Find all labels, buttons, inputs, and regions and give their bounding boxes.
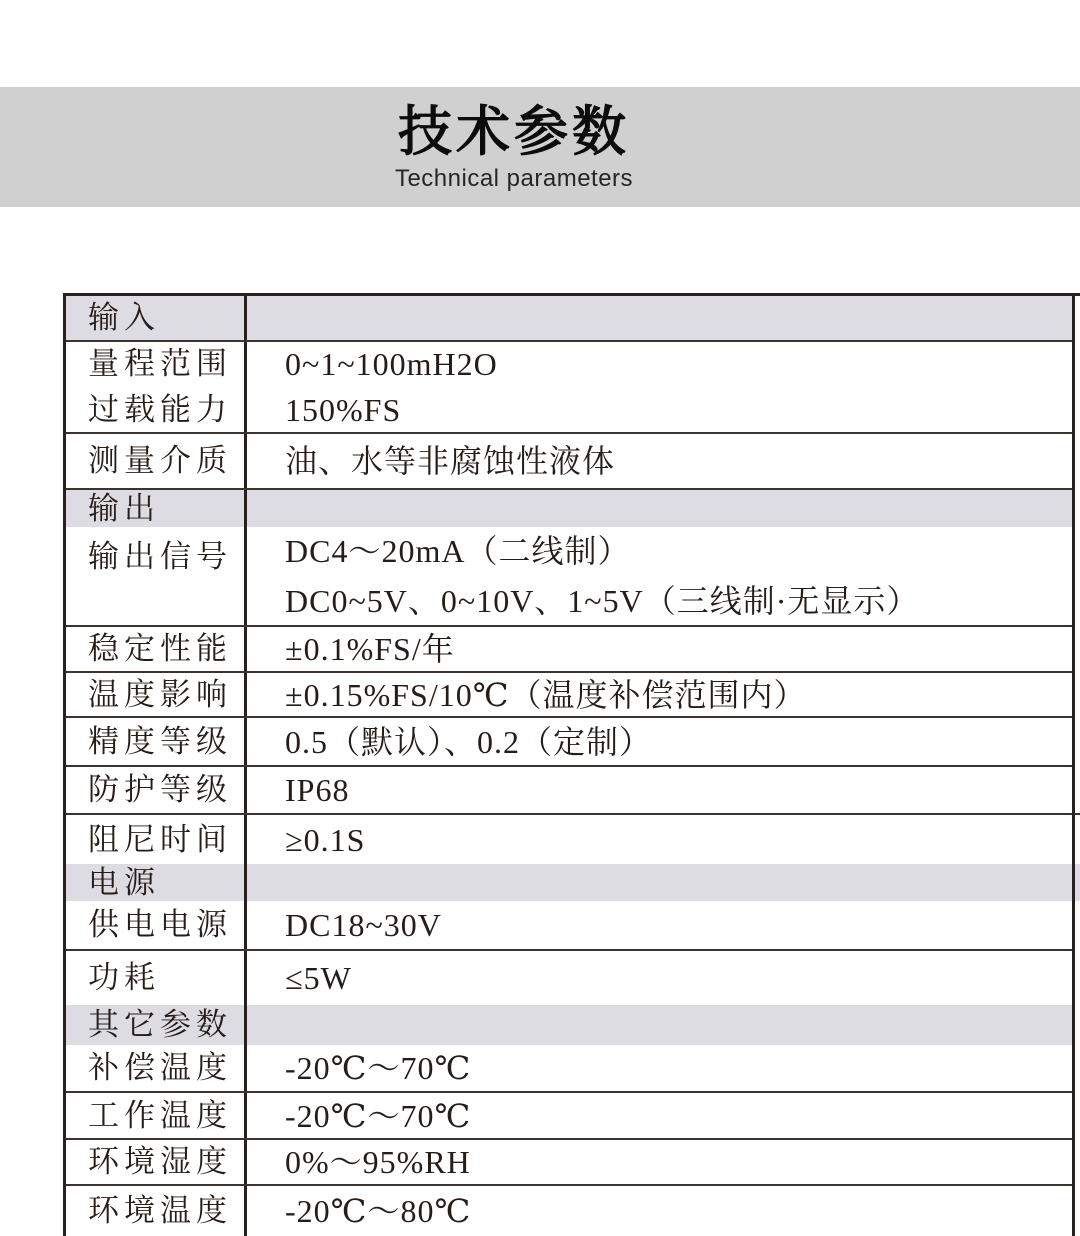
row-label-text: 输入	[88, 300, 160, 335]
row-value	[247, 673, 1072, 716]
row-label	[66, 627, 247, 671]
row-label	[66, 1093, 247, 1138]
row-value-text: 0.5（默认）、0.2（定制）	[285, 723, 653, 760]
row-label	[66, 673, 247, 716]
table-row-section-power	[66, 864, 1072, 901]
table-row-damping	[66, 815, 1072, 864]
table-row-range-overload	[66, 342, 1072, 434]
row-value-text: ≤5W	[285, 960, 352, 996]
row-value-line1: DC4～20mA（二线制）	[285, 533, 631, 569]
row-label	[66, 951, 247, 1005]
row-label	[66, 434, 247, 488]
row-value	[247, 1093, 1072, 1138]
row-label-text: 输出信号	[88, 539, 232, 574]
row-value	[247, 627, 1072, 671]
row-label-text: 供电电源	[88, 907, 232, 942]
row-label	[66, 767, 247, 813]
row-value	[247, 1186, 1072, 1236]
row-value	[247, 1045, 1072, 1091]
row-value	[247, 864, 1072, 901]
row-label-text: 电源	[88, 864, 160, 900]
table-row-consumption	[66, 951, 1072, 1005]
row-label-text: 其它参数	[88, 1007, 232, 1042]
row-label-text: 精度等级	[88, 723, 232, 759]
row-label	[66, 1140, 247, 1184]
row-value-text: 0%～95%RH	[285, 1144, 471, 1180]
row-label-text: 防护等级	[88, 772, 232, 807]
row-label	[66, 296, 247, 340]
row-value-line2: DC0~5V、0~10V、1~5V（三线制·无显示）	[285, 583, 920, 619]
row-label-line1: 量程范围	[88, 346, 232, 381]
row-value-text: ±0.15%FS/10℃（温度补偿范围内）	[285, 676, 807, 713]
table-row-output-signal	[66, 527, 1072, 627]
row-label-text: 补偿温度	[88, 1050, 232, 1085]
row-value	[247, 767, 1072, 813]
table-row-working-temp	[66, 1093, 1072, 1140]
row-label-line2: 过载能力	[88, 392, 232, 427]
row-label-text: 温度影响	[88, 676, 232, 712]
row-label	[66, 1045, 247, 1091]
row-value	[247, 527, 1072, 625]
table-row-compensation-temp	[66, 1045, 1072, 1093]
row-value-text: 油、水等非腐蚀性液体	[285, 443, 616, 479]
row-label-text: 环境温度	[88, 1193, 232, 1228]
row-value-text: ≥0.1S	[285, 821, 366, 858]
row-value-text: -20℃～80℃	[285, 1193, 472, 1229]
row-value	[247, 1140, 1072, 1184]
row-label-text: 环境湿度	[88, 1144, 232, 1179]
page-subtitle: Technical parameters	[394, 165, 634, 192]
table-row-ambient-humidity	[66, 1140, 1072, 1186]
row-label	[66, 864, 247, 901]
row-label-text: 输出	[88, 490, 160, 526]
row-value	[247, 342, 1072, 432]
table-row-accuracy	[66, 718, 1072, 767]
table-row-stability	[66, 627, 1072, 673]
table-row-section-input	[66, 296, 1072, 342]
row-value	[247, 296, 1072, 340]
row-label-text: 阻尼时间	[88, 821, 232, 857]
row-label	[66, 901, 247, 949]
row-value	[247, 1005, 1072, 1045]
row-value	[247, 490, 1072, 527]
row-value-text: IP68	[285, 772, 350, 808]
row-label	[66, 1005, 247, 1045]
row-value-line1: 0~1~100mH2O	[285, 346, 498, 382]
row-label	[66, 718, 247, 765]
row-value-line2: 150%FS	[285, 392, 402, 428]
row-value-text: -20℃～70℃	[285, 1050, 472, 1086]
table-row-medium	[66, 434, 1072, 490]
spec-table	[63, 293, 1075, 1236]
row-value	[247, 815, 1072, 864]
row-label	[66, 490, 247, 527]
row-value-text: DC18~30V	[285, 907, 442, 943]
title-band	[0, 87, 1080, 207]
table-row-protection	[66, 767, 1072, 815]
row-label-text: 稳定性能	[88, 631, 232, 666]
row-label	[66, 342, 247, 432]
table-row-section-output	[66, 490, 1072, 527]
row-value	[247, 901, 1072, 949]
row-value	[247, 951, 1072, 1005]
table-row-ambient-temp	[66, 1186, 1072, 1236]
table-row-supply	[66, 901, 1072, 951]
row-value-text: -20℃～70℃	[285, 1097, 472, 1134]
row-value	[247, 718, 1072, 765]
table-row-section-other	[66, 1005, 1072, 1045]
row-label-text: 工作温度	[88, 1097, 232, 1133]
table-row-temp-effect	[66, 673, 1072, 718]
row-value-text: ±0.1%FS/年	[285, 631, 455, 667]
row-label-text: 测量介质	[88, 443, 232, 478]
page-title: 技术参数	[398, 102, 630, 162]
row-label	[66, 527, 247, 625]
row-label	[66, 815, 247, 864]
row-label-text: 功耗	[88, 960, 160, 995]
row-value	[247, 434, 1072, 488]
row-label	[66, 1186, 247, 1236]
